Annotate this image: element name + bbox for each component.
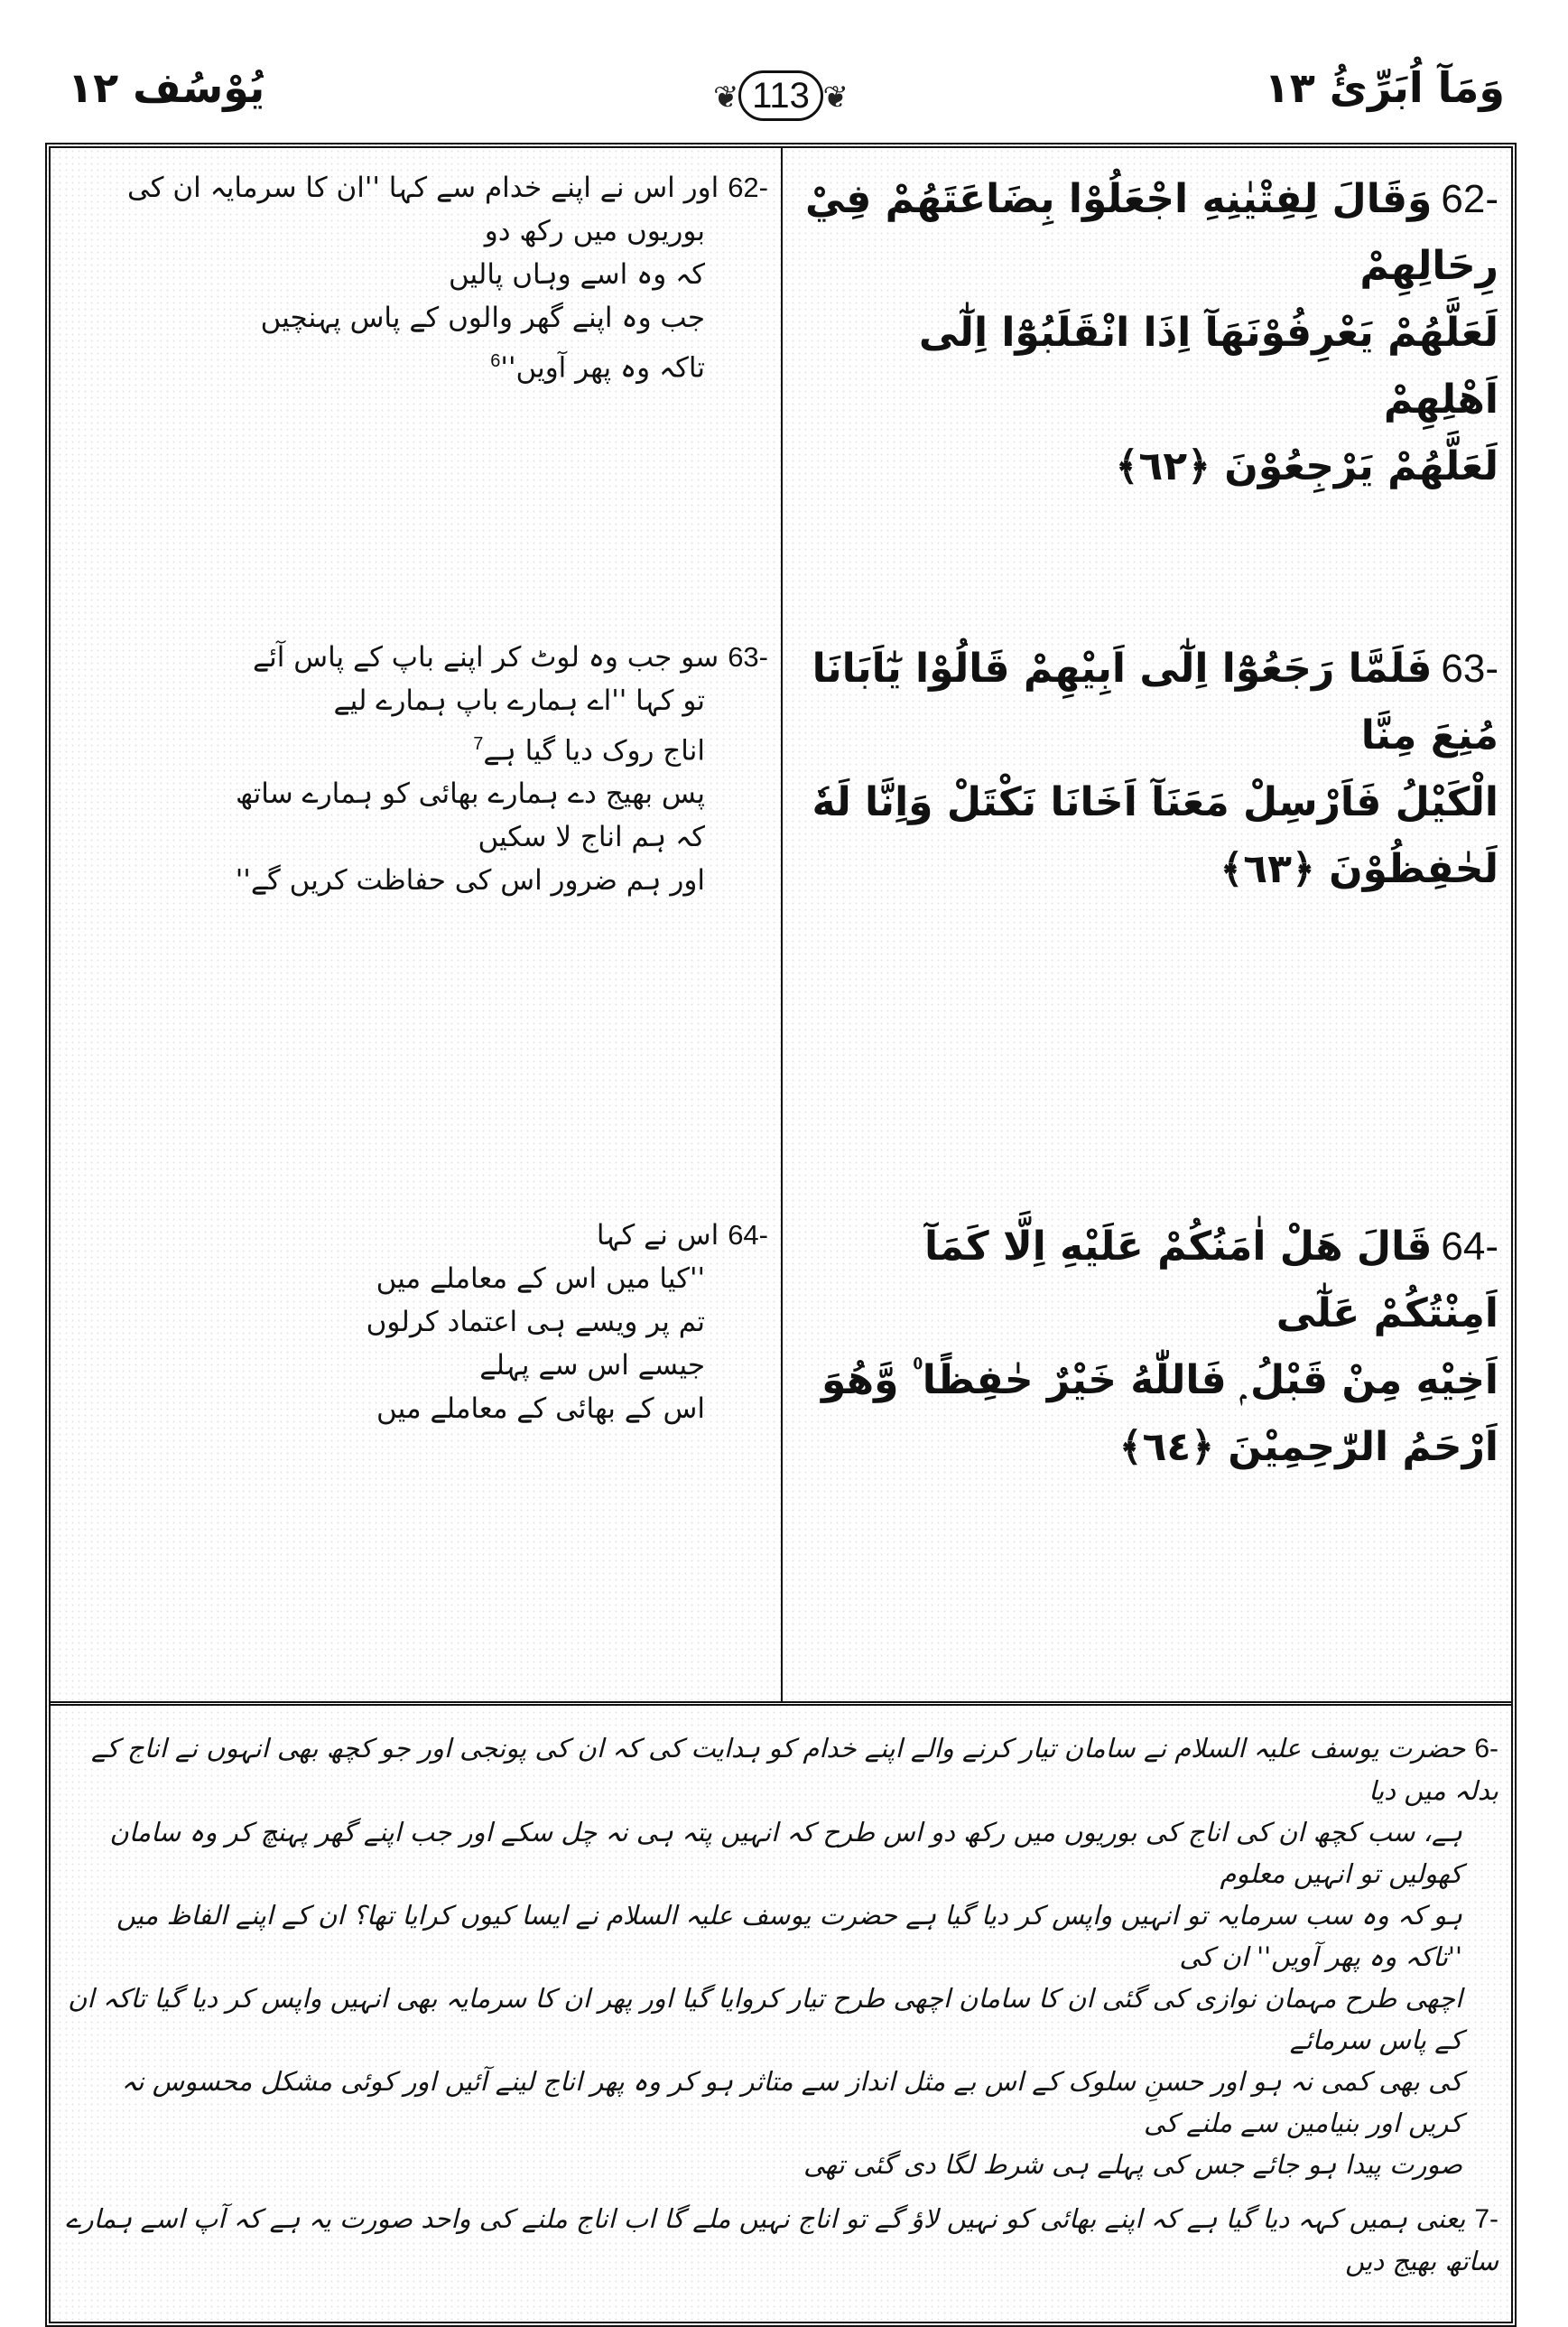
footnote-reference[interactable]: 6 (490, 351, 501, 371)
footnote-number: 6- (1474, 1734, 1498, 1764)
urdu-translation-line (63, 1387, 768, 1430)
arabic-verse-line (795, 769, 1498, 836)
urdu-text: تم پر ویسے ہی اعتماد کرلوں (366, 1306, 705, 1338)
urdu-text: پس بھیج دے ہمارے بھائی کو ہمارے ساتھ (236, 777, 705, 811)
urdu-translation-line (63, 296, 768, 340)
footnote-line (63, 2144, 1498, 2185)
urdu-translation-line (63, 340, 768, 389)
arabic-verse-line (795, 300, 1498, 433)
page-number-badge (713, 70, 849, 123)
arabic-verse-line (795, 1414, 1498, 1481)
urdu-text: اور اس نے اپنے خدام سے کہا ''ان کا سرمایہ ان کی (126, 172, 719, 204)
urdu-text: کہ ہم اناج لا سکیں (478, 821, 705, 854)
footnote-text: یعنی ہمیں کہہ دیا گیا ہے کہ اپنے بھائی کو نہیں لاؤ گے تو اناج نہیں ملے گا اب اناج ملنے کی واحد صورت یہ ہے کہ آپ اسے ہمارے ساتھ بھیج دیں (65, 2203, 1498, 2276)
urdu-translation-line (63, 1300, 768, 1344)
arabic-text: وَقَالَ لِفِتْيٰنِهِ اجْعَلُوْا بِضَاعَتَهُمْ فِيْ رِحَالِهِمْ (804, 176, 1498, 289)
arabic-text: فَلَمَّا رَجَعُوْٓا اِلٰٓى اَبِيْهِمْ قَالُوْا يٰٓاَبَانَا مُنِعَ مِنَّا (812, 646, 1498, 759)
arabic-verse-cell (781, 618, 1511, 1196)
footnote-number: 7- (1474, 2204, 1498, 2234)
footnote-line (63, 1894, 1498, 1978)
urdu-translation-line (63, 859, 768, 902)
arabic-verse-line (795, 166, 1498, 300)
urdu-translation-line (63, 722, 768, 772)
arabic-verse-line (795, 636, 1498, 769)
urdu-translation-line (63, 1214, 768, 1257)
surah-title: يُوْسُف ١٢ (68, 63, 265, 112)
footnote-text: ہو کہ وہ سب سرمایہ تو انہیں واپس کر دیا گیا ہے حضرت یوسف علیہ السلام نے ایسا کیوں کرایا تھا؟ ان کے اپنے الفاظ میں ''تاکہ وہ پھر آویں'' ان کی (116, 1900, 1462, 1972)
urdu-text: تو کہا ''اے ہمارے باپ ہمارے لیے (333, 684, 705, 717)
urdu-text: ''کیا میں اس کے معاملے میں (376, 1262, 705, 1295)
urdu-text: اس نے کہا (596, 1219, 719, 1252)
urdu-text: تاکہ وہ پھر آویں'' (500, 351, 705, 385)
footnotes (51, 1701, 1511, 2322)
urdu-translation-line (63, 815, 768, 859)
page-number: 113 (738, 70, 823, 121)
urdu-text: اس کے بھائی کے معاملے میں (376, 1392, 705, 1425)
arabic-text: لَحٰفِظُوْنَ ﴿٦٣﴾ (1220, 846, 1498, 892)
urdu-translation-cell (51, 148, 781, 618)
footnote-text: کی بھی کمی نہ ہو اور حسنِ سلوک کے اس بے مثل انداز سے متاثر ہو کر وہ پھر اناج لینے آئیں اور کوئی مشکل محسوس نہ کریں اور بنیامین سے ملنے کی (121, 2066, 1462, 2138)
footnote-text: ہے، سب کچھ ان کی اناج کی بوریوں میں رکھ دو اس طرح کہ انہیں پتہ ہی نہ چل سکے اور جب اپنے گھر پہنچ کر وہ سامان کھولیں تو انہیں معلوم (109, 1817, 1462, 1889)
urdu-text: کہ وہ اسے وہاں پالیں (448, 258, 705, 291)
urdu-translation-line (63, 772, 768, 815)
urdu-text: اور ہم ضرور اس کی حفاظت کریں گے'' (235, 864, 705, 898)
para-title: وَمَآ اُبَرِّئُ ١٣ (1264, 63, 1505, 112)
arabic-verse-cell (781, 1196, 1511, 1701)
urdu-translation-cell (51, 618, 781, 1196)
footnote-reference[interactable]: 7 (473, 734, 484, 754)
arabic-verse-line (795, 433, 1498, 500)
urdu-text: جیسے اس سے پہلے (479, 1349, 705, 1382)
ornament-right-icon: ❦ (822, 79, 849, 116)
arabic-text: اَخِيْهِ مِنْ قَبْلُ ۭ فَاللّٰهُ خَيْرٌ حٰفِظًا ۠ وَّهُوَ (821, 1357, 1498, 1403)
urdu-translation-line (63, 253, 768, 296)
arabic-verse-cell (781, 148, 1511, 618)
urdu-translation-line (63, 1257, 768, 1300)
urdu-translation-line (63, 636, 768, 679)
verse-number: 63- (1441, 647, 1498, 691)
arabic-text: الْكَيْلُ فَاَرْسِلْ مَعَنَآ اَخَانَا نَكْتَلْ وَاِنَّا لَهٗ (812, 779, 1498, 825)
verses-grid (51, 148, 1511, 1701)
verse-number: 63- (728, 641, 768, 673)
arabic-verse-line (795, 1214, 1498, 1347)
urdu-translation-line (63, 166, 768, 209)
footnote-text: اچھی طرح مہمان نوازی کی گئی ان کا سامان اچھی طرح تیار کروایا گیا اور پھر ان کا سرمایہ بھی انہیں واپس کر دیا گیا تاکہ ان کے پاس سرمائے (68, 1983, 1462, 2055)
urdu-translation-cell (51, 1196, 781, 1701)
urdu-text: اناج روک دیا گیا ہے (483, 734, 705, 768)
footnote-line (63, 1811, 1498, 1894)
verse-number: 64- (1441, 1224, 1498, 1269)
urdu-text: جب وہ اپنے گھر والوں کے پاس پہنچیں (260, 302, 705, 334)
verse-number: 64- (728, 1219, 768, 1251)
arabic-verse-line (795, 836, 1498, 903)
verse-number: 62- (1441, 177, 1498, 221)
arabic-text: لَعَلَّهُمْ يَرْجِعُوْنَ ﴿٦٢﴾ (1115, 443, 1498, 489)
footnote-text: صورت پیدا ہو جائے جس کی پہلے ہی شرط لگا دی گئی تھی (803, 2149, 1462, 2180)
footnote-text: حضرت یوسف علیہ السلام نے سامان تیار کرنے والے اپنے خدام کو ہدایت کی کہ ان کی پونجی اور جو کچھ بھی انہوں نے اناج کے بدلہ میں دیا (91, 1733, 1498, 1806)
page-frame (45, 143, 1517, 2327)
footnote-line (63, 1978, 1498, 2061)
arabic-text: لَعَلَّهُمْ يَعْرِفُوْنَهَآ اِذَا انْقَلَبُوْٓا اِلٰٓى اَهْلِهِمْ (918, 310, 1498, 423)
footnote-line (63, 1727, 1498, 1811)
urdu-translation-line (63, 1344, 768, 1387)
footnote-line (63, 2198, 1498, 2282)
arabic-text: اَرْحَمُ الرّٰحِمِيْنَ ﴿٦٤﴾ (1118, 1424, 1498, 1470)
urdu-text: بوریوں میں رکھ دو (484, 215, 705, 247)
urdu-translation-line (63, 209, 768, 253)
ornament-left-icon: ❦ (713, 79, 739, 116)
arabic-text: قَالَ هَلْ اٰمَنُكُمْ عَلَيْهِ اِلَّا كَمَآ اَمِنْتُكُمْ عَلٰٓى (924, 1224, 1498, 1336)
urdu-translation-line (63, 679, 768, 722)
footnote-line (63, 2061, 1498, 2144)
verse-number: 62- (728, 172, 768, 203)
arabic-verse-line (795, 1347, 1498, 1414)
urdu-text: سو جب وہ لوٹ کر اپنے باپ کے پاس آئے (253, 641, 719, 674)
